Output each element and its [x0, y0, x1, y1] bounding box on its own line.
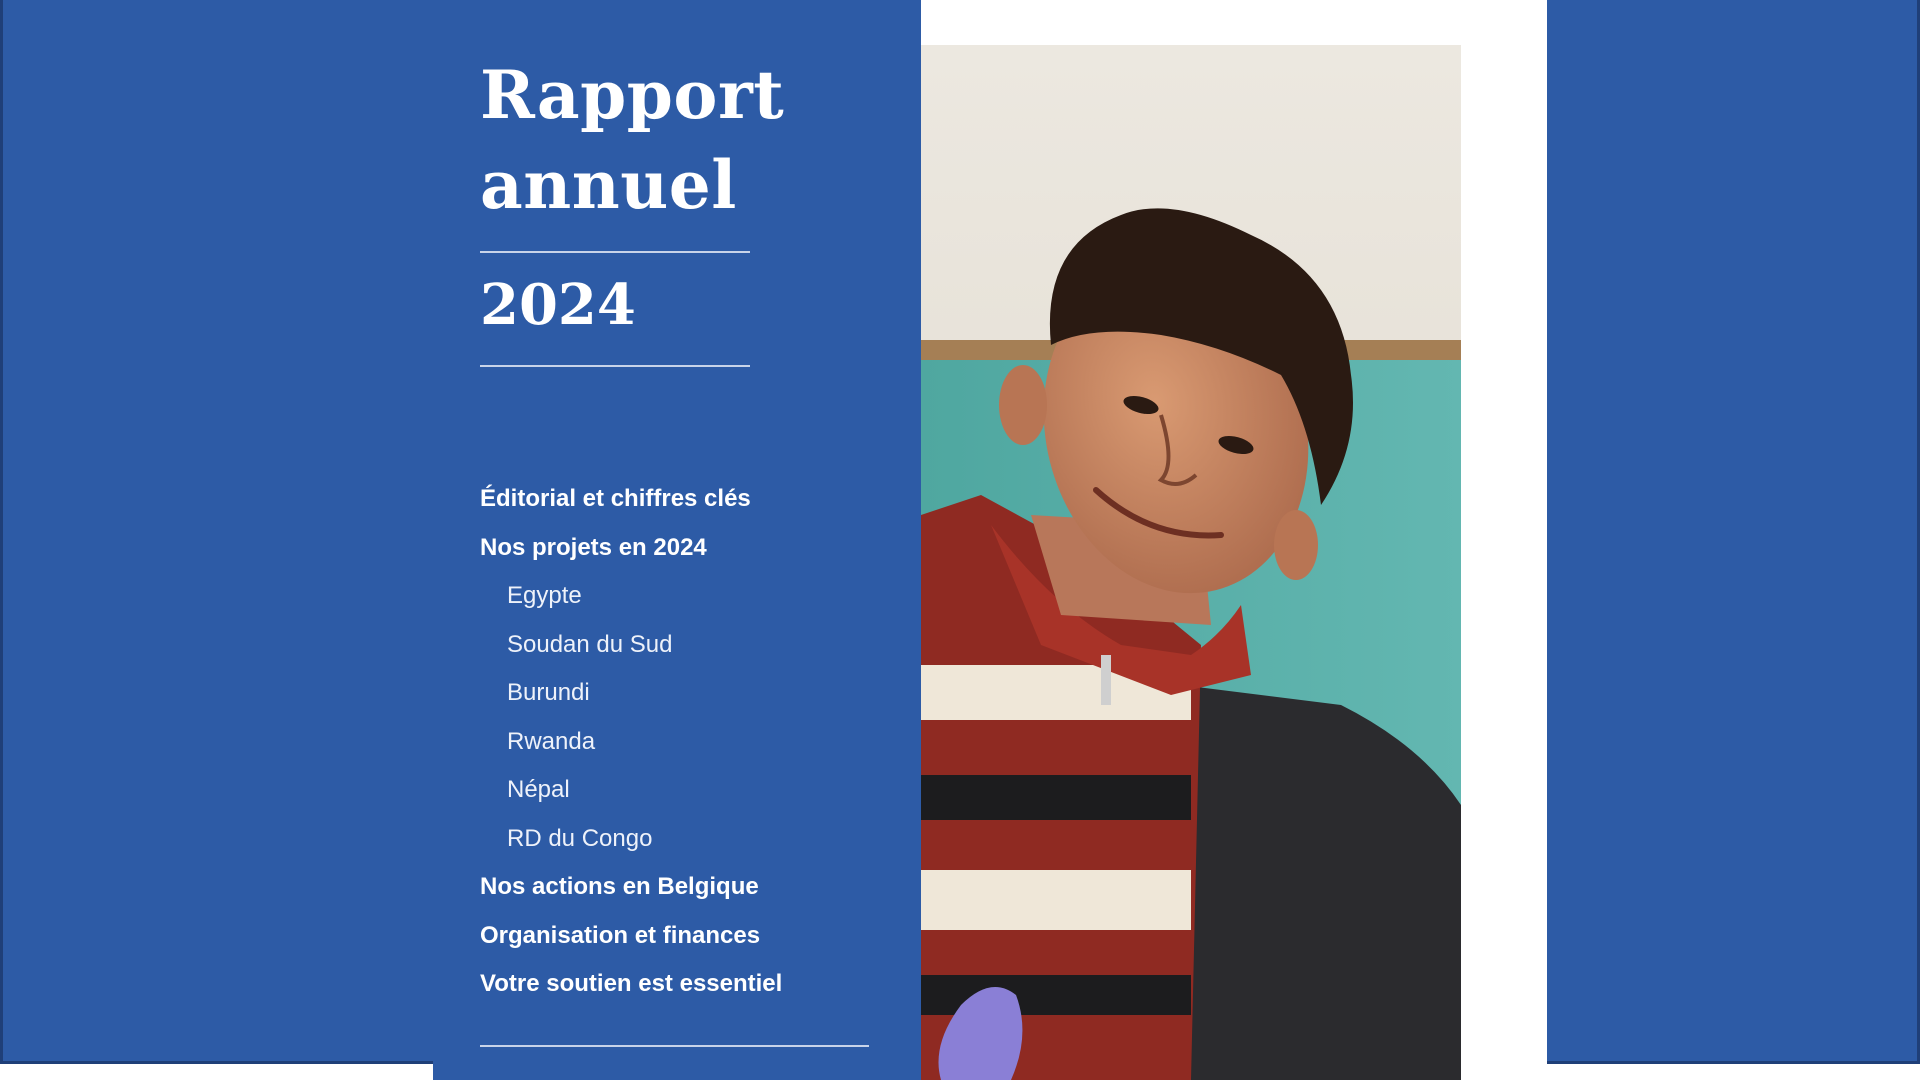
title-line-1: Rapport	[480, 56, 785, 134]
toc-item-egypte[interactable]: Egypte	[507, 582, 582, 609]
toc-item-nepal[interactable]: Népal	[507, 776, 570, 803]
report-title	[480, 50, 784, 230]
table-of-contents	[480, 480, 782, 1014]
toc-item-actions-belgique[interactable]: Nos actions en Belgique	[480, 873, 759, 900]
divider-middle	[480, 365, 750, 367]
cover-photo-boy	[921, 45, 1461, 1080]
bottom-strip-right	[1547, 1064, 1920, 1080]
toc-item-rwanda[interactable]: Rwanda	[507, 727, 596, 755]
background-panel-left	[0, 0, 433, 1064]
toc-item-editorial[interactable]: Éditorial et chiffres clés	[480, 485, 751, 512]
cover-panel	[433, 0, 921, 1080]
toc-item-soutien[interactable]: Votre soutien est essentiel	[480, 970, 783, 997]
boy-portrait-illustration	[921, 45, 1461, 1080]
toc-item-projets-2024[interactable]: Nos projets en 2024	[480, 533, 707, 561]
toc-item-soudan-du-sud[interactable]: Soudan du Sud	[507, 630, 673, 658]
divider-bottom	[480, 1045, 869, 1047]
toc-item-organisation-finances[interactable]: Organisation et finances	[480, 921, 761, 949]
toc-item-burundi[interactable]: Burundi	[507, 679, 590, 706]
bottom-strip-left	[0, 1064, 433, 1080]
background-panel-right	[1547, 0, 1920, 1064]
report-year: 2024	[480, 272, 636, 338]
toc-item-rd-du-congo[interactable]: RD du Congo	[507, 824, 653, 852]
title-line-2: annuel	[480, 146, 737, 224]
divider-top	[480, 251, 750, 253]
